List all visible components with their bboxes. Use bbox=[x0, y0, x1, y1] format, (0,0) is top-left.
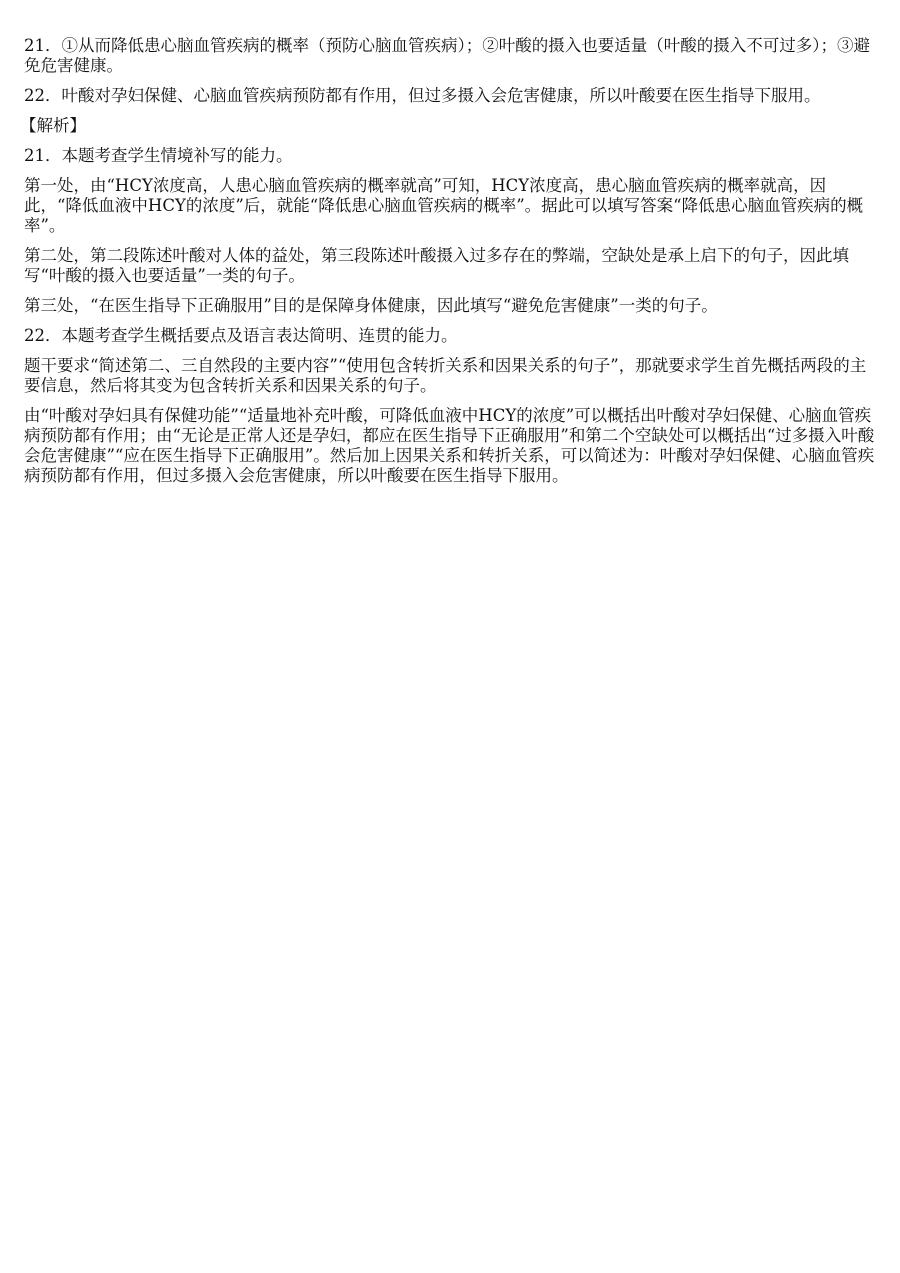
answer-q22: 22．叶酸对孕妇保健、心脑血管疾病预防都有作用，但过多摄入会危害健康，所以叶酸要在医生指导下服用。 bbox=[24, 86, 821, 105]
analysis-q21-paragraph-2: 第二处，第二段陈述叶酸对人体的益处，第三段陈述叶酸摄入过多存在的弊端，空缺处是承上启下的句子，因此填写“叶酸的摄入也要适量”一类的句子。 bbox=[24, 246, 849, 285]
analysis-q21-intro: 21．本题考查学生情境补写的能力。 bbox=[24, 146, 293, 165]
answer-q21: 21．①从而降低患心脑血管疾病的概率（预防心脑血管疾病）；②叶酸的摄入也要适量（叶酸的摄入不可过多）；③避免危害健康。 bbox=[24, 36, 870, 75]
analysis-heading: 【解析】 bbox=[20, 116, 86, 135]
document-page bbox=[20, 36, 876, 496]
analysis-q22-intro: 22．本题考查学生概括要点及语言表达简明、连贯的能力。 bbox=[24, 326, 458, 345]
analysis-q21-paragraph-3: 第三处，“在医生指导下正确服用”目的是保障身体健康，因此填写“避免危害健康”一类的句子。 bbox=[24, 296, 718, 315]
analysis-q21-paragraph-1: 第一处，由“HCY浓度高，人患心脑血管疾病的概率就高”可知，HCY浓度高，患心脑血管疾病的概率就高，因此，“降低血液中HCY的浓度”后，就能“降低患心脑血管疾病的概率”。据此可以填写答案“降低患心脑血管疾病的概率”。 bbox=[24, 176, 864, 235]
analysis-q22-paragraph-2: 由“叶酸对孕妇具有保健功能”“适量地补充叶酸，可降低血液中HCY的浓度”可以概括出叶酸对孕妇保健、心脑血管疾病预防都有作用；由“无论是正常人还是孕妇，都应在医生指导下正确服用”和第二个空缺处可以概括出“过多摄入叶酸会危害健康”“应在医生指导下正确服用”。然后加上因果关系和转折关系，可以简述为：叶酸对孕妇保健、心脑血管疾病预防都有作用，但过多摄入会危害健康，所以叶酸要在医生指导下服用。 bbox=[24, 406, 875, 485]
analysis-q22-paragraph-1: 题干要求“简述第二、三自然段的主要内容”“使用包含转折关系和因果关系的句子”，那就要求学生首先概括两段的主要信息，然后将其变为包含转折关系和因果关系的句子。 bbox=[24, 356, 867, 395]
